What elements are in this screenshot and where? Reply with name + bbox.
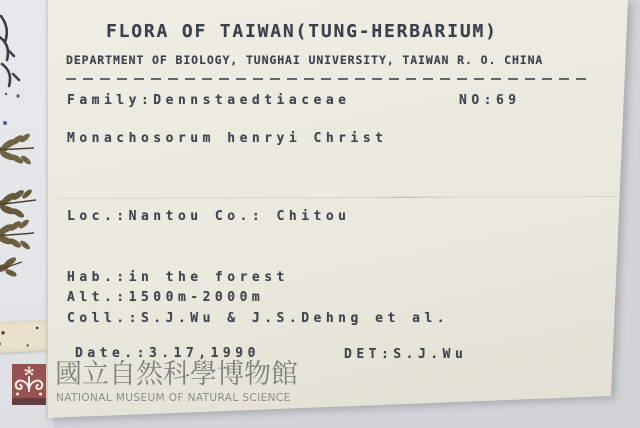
label-determiner: DET:S.J.Wu [344,347,468,362]
label-family: Family:Dennstaedtiaceae [67,93,351,108]
dashed-separator [66,78,590,80]
label-species: Monachosorum henryi Christ [67,131,388,146]
label-number: NO:69 [459,93,521,108]
museum-name-zh: 國立自然科學博物館 [55,359,298,390]
label-altitude: Alt.:1500m-2000m [67,290,265,305]
label-collector: Coll.:S.J.Wu & J.S.Dehng et al. [67,311,450,326]
plant-emblem-icon [12,364,46,405]
label-locality: Loc.:Nantou Co.: Chitou [67,209,351,224]
museum-logo [12,364,46,405]
label-title: FLORA OF TAIWAN(TUNG-HERBARIUM) [106,21,498,42]
museum-name-en: NATIONAL MUSEUM OF NATURAL SCIENCE [56,392,291,404]
label-date: Date.:3.17,1990 [75,346,260,361]
card-left-edge [46,0,48,418]
label-institution: DEPARTMENT OF BIOLOGY, TUNGHAI UNIVERSITY, TAIWAN R. O. CHINA [66,53,544,67]
label-habitat: Hab.:in the forest [67,270,289,285]
